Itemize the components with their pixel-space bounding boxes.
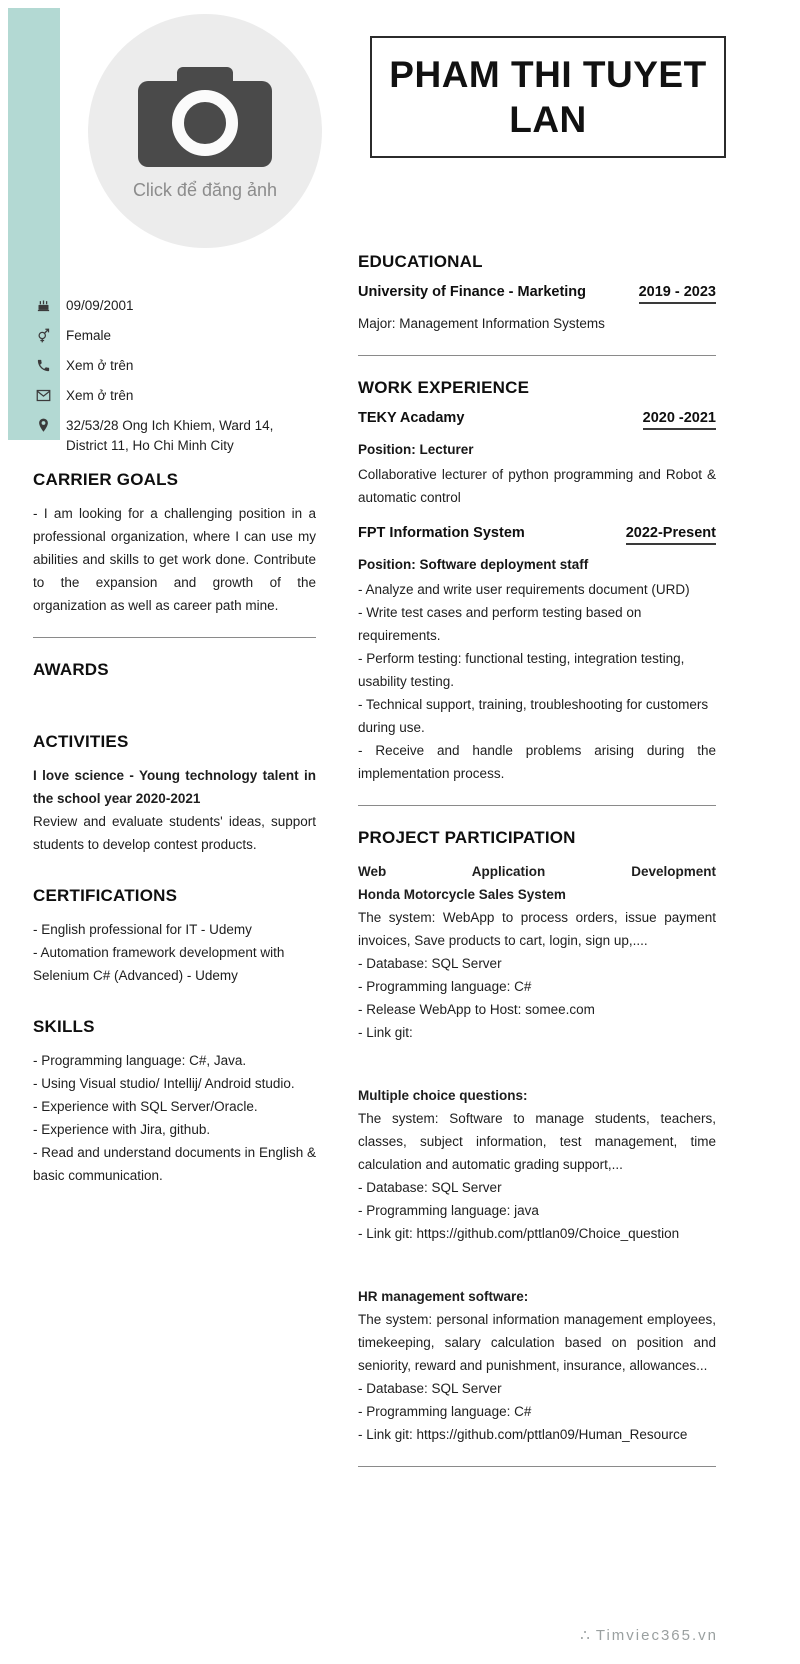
info-row-address	[36, 416, 318, 456]
work-detail: - Receive and handle problems arising during the implementation process.	[358, 743, 716, 781]
project-detail: - Database: SQL Server	[358, 1180, 502, 1195]
info-birthday: 09/09/2001	[66, 298, 134, 313]
brand-watermark	[580, 1626, 718, 1644]
project-title: HR management software:	[358, 1289, 529, 1304]
brand-text: Timviec365.vn	[595, 1627, 718, 1644]
certification-item: - Automation framework development with Selenium C# (Advanced) - Udemy	[33, 945, 285, 983]
section-title-awards: AWARDS	[33, 660, 109, 679]
skill-item: - Experience with SQL Server/Oracle.	[33, 1099, 258, 1114]
work-period: 2020 -2021	[643, 410, 716, 430]
location-pin-icon	[36, 416, 52, 438]
work-detail: - Technical support, training, troubleshooting for customers during use.	[358, 697, 709, 735]
skill-item: - Read and understand documents in English & basic communication.	[33, 1145, 316, 1183]
section-title-educational: EDUCATIONAL	[358, 252, 483, 271]
candidate-name: PHAM THI TUYET LAN	[389, 54, 707, 141]
section-title-work-experience: WORK EXPERIENCE	[358, 378, 530, 397]
company-name: TEKY Acadamy	[358, 410, 465, 426]
info-gender: Female	[66, 328, 112, 343]
project-detail: - Programming language: java	[358, 1203, 539, 1218]
skill-item: - Experience with Jira, github.	[33, 1122, 211, 1137]
carrier-goals-text: - I am looking for a challenging position in a professional organization, where I can use my abilities and skills to get work done. Contribute to the expansion and growth of the organization as well as career path mine.	[33, 506, 316, 613]
activities-subtitle: I love science - Young technology talent in the school year 2020-2021	[33, 768, 316, 806]
brand-mark-icon: ∴	[580, 1627, 590, 1644]
work-position: Position: Software deployment staff	[358, 557, 589, 572]
photo-upload-label: Click để đăng ảnh	[132, 180, 278, 200]
info-row-birthday	[36, 296, 318, 318]
section-title-certifications: CERTIFICATIONS	[33, 886, 178, 905]
company-name: FPT Information System	[358, 525, 525, 541]
info-row-email	[36, 386, 318, 408]
section-title-project-participation: PROJECT PARTICIPATION	[358, 828, 576, 847]
birthday-cake-icon	[36, 296, 52, 318]
project-detail: - Database: SQL Server	[358, 1381, 502, 1396]
work-period: 2022-Present	[626, 525, 716, 545]
work-position: Position: Lecturer	[358, 442, 474, 457]
work-detail: - Write test cases and perform testing based on requirements.	[358, 605, 642, 643]
info-address: 32/53/28 Ong Ich Khiem, Ward 14, District 11, Ho Chi Minh City	[66, 418, 274, 453]
certification-item: - English professional for IT - Udemy	[33, 922, 252, 937]
project-entry	[358, 1285, 716, 1446]
personal-info-list	[36, 296, 318, 464]
project-detail: - Link git: https://github.com/pttlan09/Human_Resource	[358, 1427, 688, 1442]
project-entry	[358, 1084, 716, 1245]
divider	[358, 805, 716, 806]
project-summary: The system: personal information management employees, timekeeping, salary calculation based on position and seniority, reward and punishment, insurance, allowances...	[358, 1312, 716, 1373]
school-name: University of Finance - Marketing	[358, 284, 587, 300]
project-title: Multiple choice questions:	[358, 1088, 528, 1103]
mail-icon	[36, 386, 52, 408]
skill-item: - Programming language: C#, Java.	[33, 1053, 247, 1068]
work-detail: - Analyze and write user requirements document (URD)	[358, 582, 690, 597]
section-title-skills: SKILLS	[33, 1017, 95, 1036]
project-detail: - Programming language: C#	[358, 1404, 532, 1419]
project-summary: The system: WebApp to process orders, issue payment invoices, Save products to cart, login, sign up,....	[358, 910, 716, 948]
education-entry	[358, 284, 716, 304]
camera-icon	[130, 61, 280, 178]
project-detail: - Link git:	[358, 1025, 413, 1040]
right-column	[358, 252, 716, 1489]
education-detail: Major: Management Information Systems	[358, 316, 605, 331]
gender-icon	[36, 326, 52, 348]
project-title: Honda Motorcycle Sales System	[358, 887, 566, 902]
project-detail: - Database: SQL Server	[358, 956, 502, 971]
project-detail: - Programming language: C#	[358, 979, 532, 994]
work-entry	[358, 525, 716, 545]
project-detail: - Release WebApp to Host: somee.com	[358, 1002, 595, 1017]
activities-text: Review and evaluate students' ideas, support students to develop contest products.	[33, 814, 316, 852]
section-title-carrier-goals: CARRIER GOALS	[33, 470, 179, 489]
project-summary: The system: Software to manage students, teachers, classes, subject information, test management, time calculation and automatic grading support,...	[358, 1111, 716, 1172]
info-phone: Xem ở trên	[66, 358, 134, 373]
divider	[358, 355, 716, 356]
info-row-phone	[36, 356, 318, 378]
skill-item: - Using Visual studio/ Intellij/ Android studio.	[33, 1076, 295, 1091]
left-column	[33, 470, 316, 1187]
photo-upload[interactable]	[88, 14, 322, 248]
info-row-gender	[36, 326, 318, 348]
divider	[33, 637, 316, 638]
work-entry	[358, 410, 716, 430]
project-entry	[358, 860, 716, 1044]
project-title: Web Application Development	[358, 864, 716, 879]
work-detail: - Perform testing: functional testing, integration testing, usability testing.	[358, 651, 685, 689]
divider	[358, 1466, 716, 1467]
phone-icon	[36, 356, 52, 378]
info-email: Xem ở trên	[66, 388, 134, 403]
work-detail: Collaborative lecturer of python programming and Robot & automatic control	[358, 467, 716, 505]
project-detail: - Link git: https://github.com/pttlan09/Choice_question	[358, 1226, 680, 1241]
section-title-activities: ACTIVITIES	[33, 732, 129, 751]
education-period: 2019 - 2023	[639, 284, 716, 304]
name-box	[370, 36, 726, 158]
